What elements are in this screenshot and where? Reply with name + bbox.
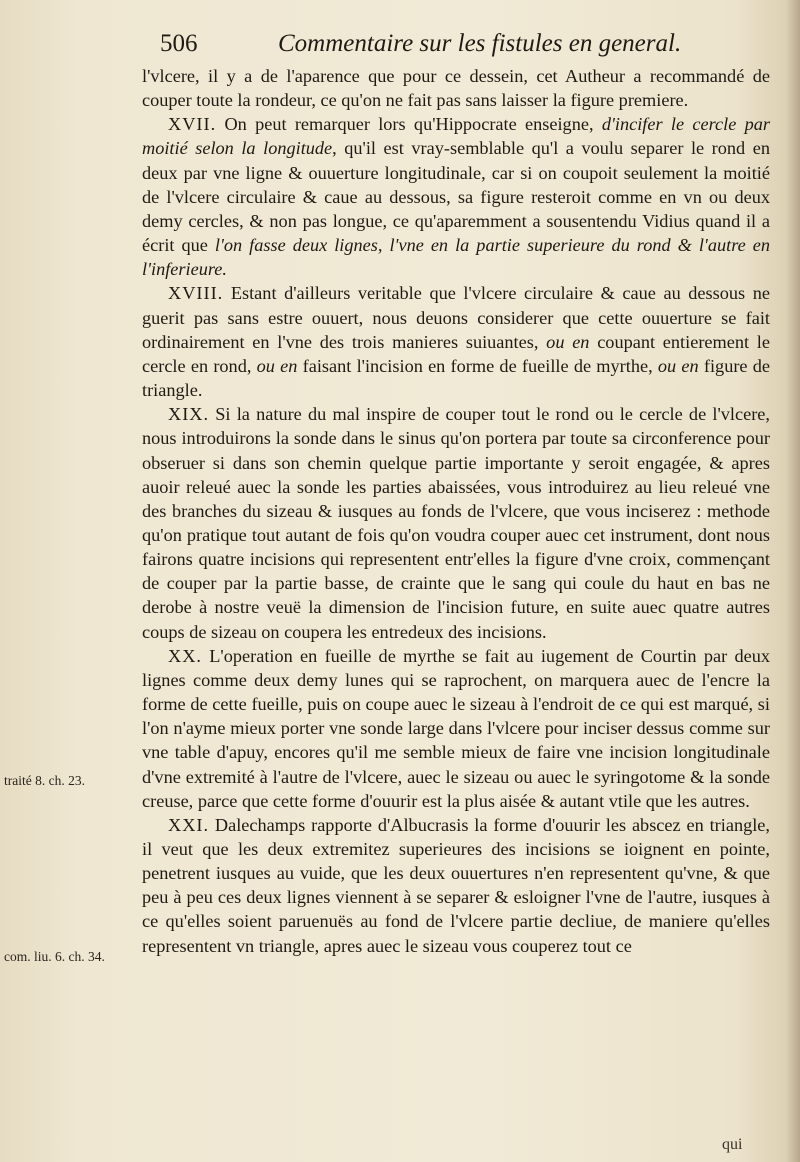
italic-quote: ou en	[546, 331, 590, 352]
text-run: coupant entierement le cercle en rond,	[142, 331, 771, 376]
section-number: XIX.	[168, 404, 210, 425]
paragraph	[142, 813, 770, 958]
margin-note-commentaire: com. liu. 6. ch. 34.	[4, 949, 105, 964]
text-run: On peut remarquer lors qu'Hippocrate enseigne,	[216, 114, 602, 135]
section-number: XVII.	[168, 114, 217, 135]
page-number: 506	[160, 30, 198, 57]
catchword: qui	[722, 1136, 743, 1153]
italic-quote: d'incifer le cercle par moitié selon la longitude	[142, 114, 770, 159]
body-text	[142, 64, 770, 958]
running-header	[160, 30, 780, 64]
paragraph	[142, 402, 770, 644]
text-run: L'operation en fueille de myrthe se fait au iugement de Courtin par deux lignes comme deux demy lunes qui se raprochent, on marquera auec de l'encre la forme de cette fueille, puis on coupe auec le sizeau à l'endroit de ce qui est marqué, si l'on n'ayme mieux porter vne sonde large dans l'vlcere pour inciser dessus comme sur vne table d'apuy, encores qu'il me semble mieux de faire vne incision longitudinale d'vne extremité à l'autre de l'vlcere, auec le sizeau ou auec le syringotome & la sonde creuse, parce que cette forme d'ouurir est la plus aisée & autant vtile que les autres.	[142, 645, 770, 811]
italic-quote: ou en	[657, 355, 699, 376]
text-run: figure de triangle.	[142, 355, 771, 401]
paragraph	[142, 112, 770, 281]
text-run: Dalechamps rapporte d'Albucrasis la forme d'ouurir les abscez en triangle, il veut que les deux extremitez superieures des incisions se ioignent en pointe, penetrent iusques au vuide, que les deux ouuertures n'en representent qu'vne, & que peu à peu ces deux lignes viennent à se separer & esloigner l'vne de l'autre, iusques à ce qu'elles soient paruenuës au fond de l'vlcere partie decliue, de maniere qu'elles representent vn triangle, apres auec le sizeau vous couperez tout ce	[142, 814, 770, 956]
section-number: XX.	[168, 645, 202, 666]
text-run: , qu'il est vray-semblable qu'l a voulu separer le rond en deux par vne ligne & ouuerture longitudinale, car si on coupoit seulement la moitié de l'vlcere circulaire & caue au dessous, sa figure resteroit comme en vn ou deux demy cercles, & non pas longue, ce qu'aparemment a sousentendu Vidius quand il a écrit que	[142, 138, 770, 256]
text-run: Estant d'ailleurs veritable que l'vlcere circulaire & caue au dessous ne guerit pas sans estre ouuert, nous deuons considerer que cette ouuerture se fait ordinairement en l'vne des trois manieres suiuantes,	[142, 283, 770, 352]
paragraph	[142, 281, 770, 402]
italic-quote: l'on fasse deux lignes, l'vne en la partie superieure du rond & l'autre en l'inferieure.	[142, 235, 770, 280]
section-number: XXI.	[168, 814, 210, 835]
text-run: faisant l'incision en forme de fueille de myrthe,	[297, 355, 658, 376]
page-gutter-shadow	[786, 0, 800, 1162]
paragraph	[142, 64, 770, 112]
margin-note-traite: traité 8. ch. 23.	[4, 773, 85, 788]
text-run: Si la nature du mal inspire de couper tout le rond ou le cercle de l'vlcere, nous introduirons la sonde dans le sinus qu'on portera par toute sa circonference pour obseruer si dans son chemin quelque partie importante y seroit engagée, & apres auoir releué auec la sonde les parties abaissées, vous introduirez au lieu releué vne des branches du sizeau & iusques au fonds de l'vlcere, que vous inciserez : methode qu'on pratique tout autant de fois qu'on voudra couper auec cet instrument, dont nous fairons quatre incisions qui representent entr'elles la figure d'vne croix, commençant de couper par la partie basse, de crainte que le sang qui coule du haut en bas ne derobe à nostre veuë la dimension de l'incision future, en suite auec quatre autres coups de sizeau on coupera les entredeux des incisions.	[142, 404, 770, 642]
text-run: l'vlcere, il y a de l'aparence que pour ce dessein, cet Autheur a recommandé de couper toute la rondeur, ce qu'on ne fait pas sans laisser la figure premiere.	[142, 66, 770, 111]
section-number: XVIII.	[168, 283, 224, 304]
paragraph	[142, 644, 770, 813]
italic-quote: ou en	[256, 355, 298, 376]
running-title: Commentaire sur les fistules en general.	[278, 30, 682, 57]
